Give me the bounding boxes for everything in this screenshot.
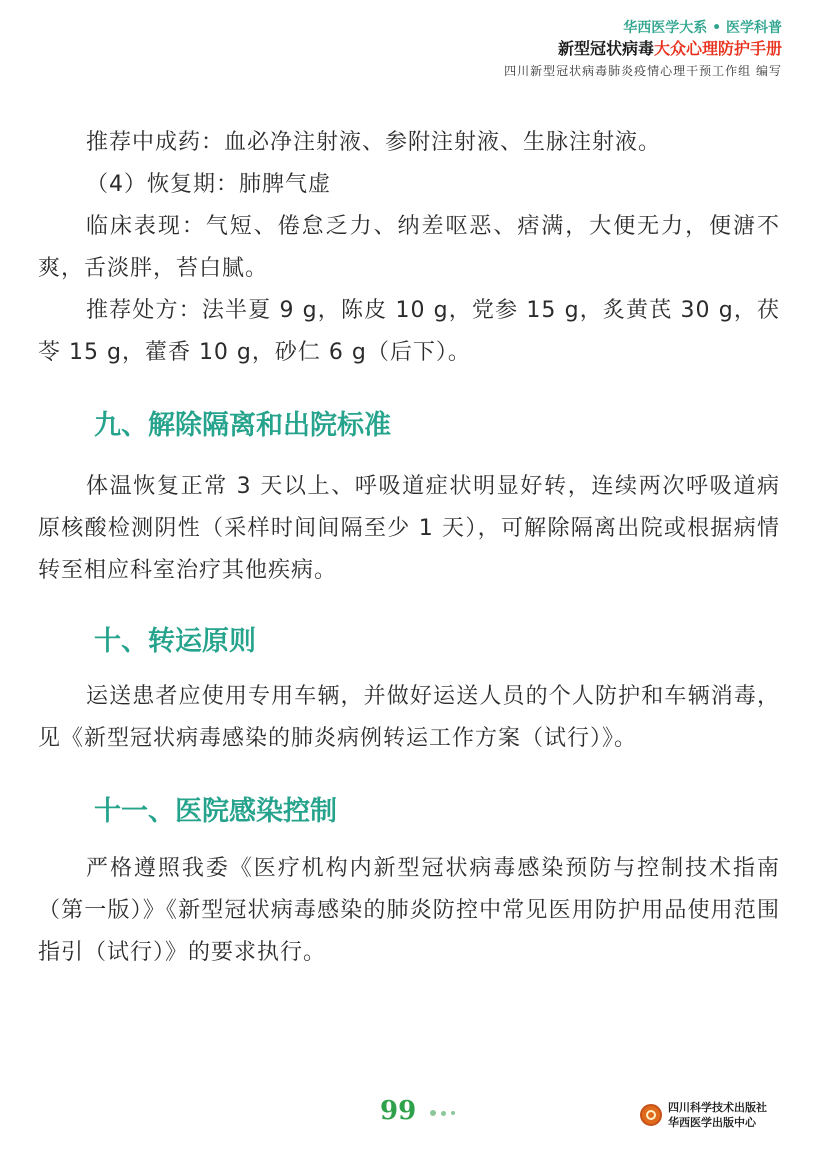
page-footer [0,1090,840,1140]
paragraph: 严格遵照我委《医疗机构内新型冠状病毒感染预防与控制技术指南（第一版）》《新型冠状病毒感染的肺炎防控中常见医用防护用品使用范围指引（试行）》的要求执行。 [38,856,780,965]
paragraph: 运送患者应使用专用车辆，并做好运送人员的个人防护和车辆消毒，见《新型冠状病毒感染的肺炎病例转运工作方案（试行）》。 [38,684,780,751]
page-content [38,122,780,974]
section-heading: 九、解除隔离和出院标准 [94,410,391,441]
series-name: 华西医学大系 • 医学科普 [623,20,782,36]
publisher-line1: 四川科学技术出版社 [668,1101,767,1114]
publisher [640,1100,767,1130]
paragraph: 推荐中成药：血必净注射液、参附注射液、生脉注射液。 [86,130,662,155]
book-title [504,38,782,60]
paragraph: （4）恢复期：肺脾气虚 [86,172,331,197]
section-heading: 十一、医院感染控制 [94,796,337,827]
page-number: 99 [380,1096,417,1126]
paragraph: 推荐处方：法半夏 9 g，陈皮 10 g，党参 15 g，炙黄芪 30 g，茯苓 15 g，藿香 10 g，砂仁 6 g（后下）。 [38,298,780,365]
running-header [504,18,782,80]
publisher-line2: 华西医学出版中心 [668,1116,756,1129]
paragraph: 临床表现：气短、倦怠乏力、纳差呕恶、痞满，大便无力，便溏不爽，舌淡胖，苔白腻。 [38,214,780,281]
publisher-logo-icon [640,1104,662,1126]
authors: 四川新型冠状病毒肺炎疫情心理干预工作组 编写 [504,64,782,78]
paragraph: 体温恢复正常 3 天以上、呼吸道症状明显好转，连续两次呼吸道病原核酸检测阴性（采样时间间隔至少 1 天），可解除隔离出院或根据病情转至相应科室治疗其他疾病。 [38,474,780,583]
book-title-part1: 新型冠状病毒 [557,39,654,58]
book-title-part2: 大众心理防护手册 [653,39,782,58]
decorative-dots [430,1110,455,1116]
section-heading: 十、转运原则 [94,626,256,657]
publisher-name [668,1100,767,1130]
